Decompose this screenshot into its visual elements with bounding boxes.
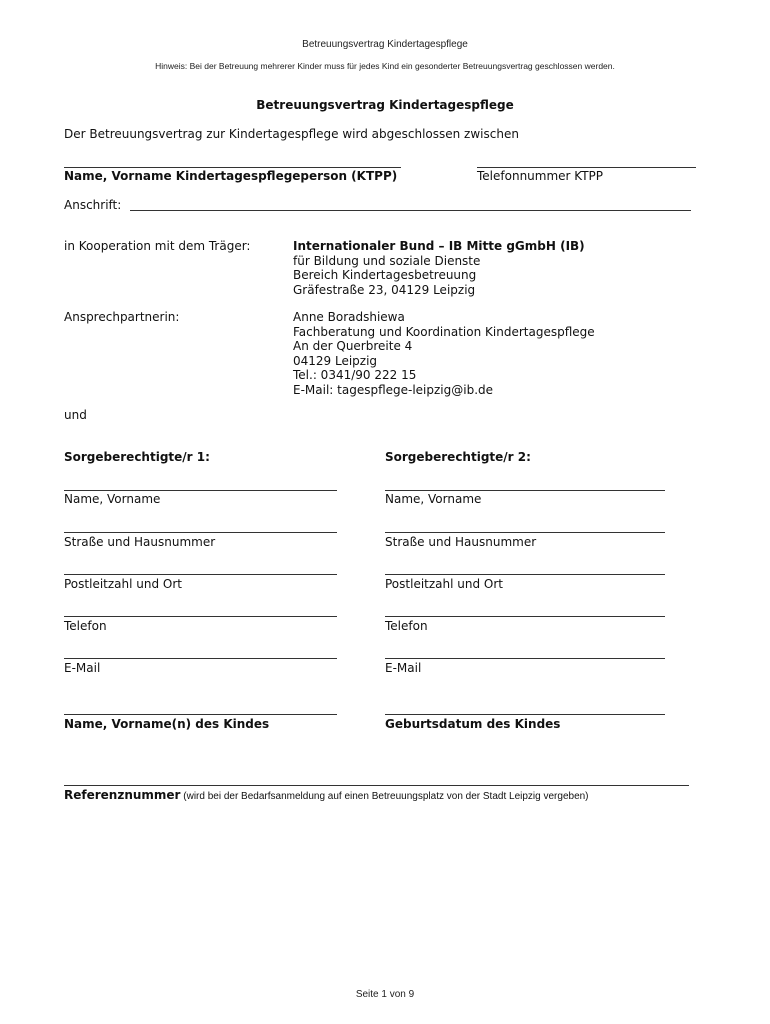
org-line: für Bildung und soziale Dienste (293, 253, 481, 268)
guardian1-name-label: Name, Vorname (64, 492, 161, 506)
contact-line: An der Querbreite 4 (293, 339, 413, 353)
ktpp-name-label: Name, Vorname Kindertagespflegeperson (KTPP) (64, 169, 398, 183)
organization-name: Internationaler Bund – IB Mitte gGmbH (IB) (293, 239, 585, 253)
guardian2-street-line[interactable] (385, 532, 665, 533)
guardian2-email-line[interactable] (385, 658, 665, 659)
reference-line[interactable] (64, 785, 689, 786)
organization-address (293, 254, 480, 298)
address-label: Anschrift: (64, 198, 122, 212)
guardian2-phone-label: Telefon (385, 619, 428, 633)
guardian2-city-label: Postleitzahl und Ort (385, 577, 503, 591)
guardian2-phone-line[interactable] (385, 616, 665, 617)
reference-note: (wird bei der Bedarfsanmeldung auf einen Betreuungsplatz von der Stadt Leipzig vergeben) (180, 791, 589, 802)
guardian2-heading: Sorgeberechtigte/r 2: (385, 450, 531, 464)
guardian2-street-label: Straße und Hausnummer (385, 535, 537, 549)
contact-email-line: E-Mail: tagespflege-leipzig@ib.de (293, 382, 494, 397)
address-line[interactable] (130, 210, 691, 211)
child-birthdate-label: Geburtsdatum des Kindes (385, 717, 561, 731)
guardian2-name-line[interactable] (385, 490, 665, 491)
guardian1-phone-label: Telefon (64, 619, 107, 633)
contact-line: Fachberatung und Koordination Kindertagespflege (293, 324, 595, 339)
guardian2-name-label: Name, Vorname (385, 492, 482, 506)
ktpp-name-line[interactable] (64, 167, 401, 168)
contact-line: Tel.: 0341/90 222 15 (293, 368, 417, 382)
intro-text: Der Betreuungsvertrag zur Kindertagespflege wird abgeschlossen zwischen (64, 127, 519, 141)
ktpp-phone-label: Telefonnummer KTPP (477, 169, 604, 183)
guardian1-heading: Sorgeberechtigte/r 1: (64, 450, 210, 464)
guardian1-phone-line[interactable] (64, 616, 337, 617)
child-name-line[interactable] (64, 714, 337, 715)
page-number: Seite 1 von 9 (355, 989, 415, 1000)
reference-label: Referenznummer (64, 788, 181, 802)
child-birthdate-line[interactable] (385, 714, 665, 715)
contact-line: 04129 Leipzig (293, 353, 378, 368)
notice-text: Hinweis: Bei der Betreuung mehrerer Kinder muss für jedes Kind ein gesonderter Betreuungsvertrag geschlossen werden. (155, 61, 615, 71)
guardian1-street-line[interactable] (64, 532, 337, 533)
ktpp-phone-line[interactable] (477, 167, 696, 168)
reference-row (64, 788, 589, 805)
document-title: Betreuungsvertrag Kindertagespflege (256, 98, 514, 112)
cooperation-label: in Kooperation mit dem Träger: (64, 239, 251, 253)
contact-line: Anne Boradshiewa (293, 310, 405, 324)
guardian1-name-line[interactable] (64, 490, 337, 491)
contact-label: Ansprechpartnerin: (64, 310, 180, 324)
org-line: Gräfestraße 23, 04129 Leipzig (293, 282, 476, 297)
contact-block (293, 310, 595, 397)
org-line: Bereich Kindertagesbetreuung (293, 268, 477, 282)
running-title: Betreuungsvertrag Kindertagespflege (302, 39, 468, 50)
guardian2-email-label: E-Mail (385, 661, 422, 675)
guardian2-city-line[interactable] (385, 574, 665, 575)
guardian1-city-line[interactable] (64, 574, 337, 575)
and-text: und (64, 408, 87, 422)
guardian1-street-label: Straße und Hausnummer (64, 535, 216, 549)
guardian1-email-label: E-Mail (64, 661, 101, 675)
child-name-label: Name, Vorname(n) des Kindes (64, 717, 270, 731)
guardian1-city-label: Postleitzahl und Ort (64, 577, 182, 591)
guardian1-email-line[interactable] (64, 658, 337, 659)
